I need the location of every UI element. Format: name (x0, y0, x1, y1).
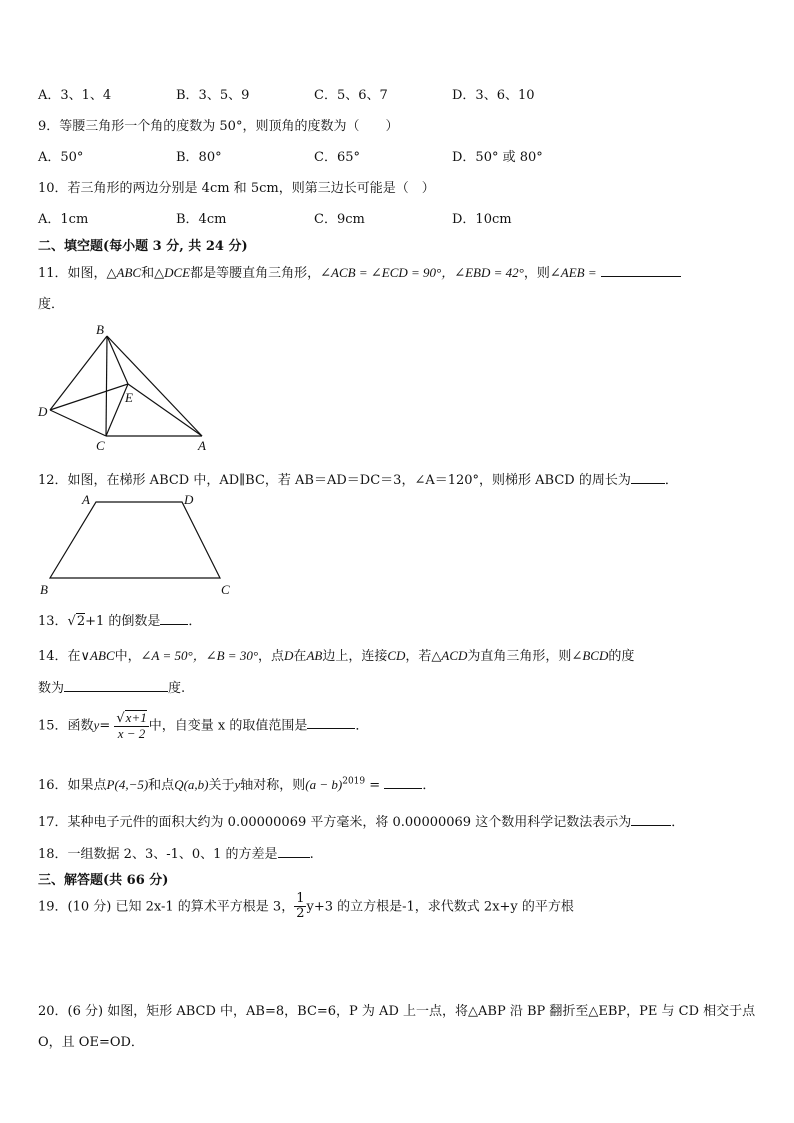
segment-bd (50, 336, 107, 410)
question-14 (38, 645, 634, 664)
q14-text: 的度 (608, 649, 635, 664)
question-20: 20．(6 分) 如图，矩形 ABCD 中，AB=8，BC=6，P 为 AD 上一点，将△ABP 沿 BP 翻折至△EBP，PE 与 CD 相交于点 (38, 1004, 756, 1019)
q11-line-2: 度． (38, 297, 65, 312)
q11-text: 都是等腰直角三角形， (190, 266, 321, 281)
q19-text: 19．(10 分) 已知 2x-1 的算术平方根是 3， (38, 899, 295, 915)
q8-option-d: D．3、6、10 (452, 88, 535, 103)
q14-text: 在 (293, 649, 307, 664)
q15-equals: = (99, 718, 111, 734)
q13-number: 13． (38, 614, 68, 629)
question-9: 9．等腰三角形一个角的度数为 50°，则顶角的度数为（ ） (38, 119, 399, 134)
q20-line-2: O，且 OE=OD． (38, 1035, 144, 1050)
q13-end: ． (188, 614, 202, 629)
segment-ea (128, 384, 202, 436)
q15-text: 15．函数 (38, 718, 94, 734)
q16-point-p: P(4,−5) (106, 777, 149, 792)
q11-text: ，则 (523, 266, 550, 281)
q13-text: +1 的倒数是 (85, 614, 161, 629)
q9-option-a: A．50° (38, 150, 84, 165)
sqrt-icon: √ (67, 614, 76, 629)
trapezoid-abcd (50, 502, 220, 578)
q16-equals: = (369, 778, 381, 793)
q14-answer-blank[interactable] (64, 679, 168, 692)
q18-end: . (309, 847, 314, 862)
q14-triangle-acd: △ACD (431, 648, 468, 663)
q11-text: 11．如图， (38, 266, 107, 281)
q11-text: 和 (141, 266, 155, 281)
question-10: 10．若三角形的两边分别是 4cm 和 5cm，则第三边长可能是（ ） (38, 181, 435, 196)
point-label-b: B (96, 322, 104, 337)
q12-end: ． (664, 473, 678, 488)
point-label-d: D (38, 404, 48, 419)
q16-axis: y (234, 777, 241, 792)
segment-bc (106, 336, 107, 436)
segment-dc (50, 410, 106, 436)
q11-figure (30, 320, 220, 460)
q16-text: 轴对称，则 (240, 778, 306, 793)
q10-option-d: D．10cm (452, 212, 512, 227)
q11-answer-blank[interactable] (601, 264, 681, 277)
q16-end: ． (422, 778, 436, 793)
point-label-b: B (40, 582, 48, 597)
q17-answer-blank[interactable] (631, 813, 671, 826)
q14-condition: ∠A = 50°，∠B = 30° (140, 648, 259, 663)
q14-text: 中， (114, 649, 141, 664)
q14-line-2 (38, 677, 185, 696)
q16-answer-blank[interactable] (384, 776, 422, 789)
q19-denominator: 2 (296, 906, 305, 922)
q11-condition: ∠ACB = ∠ECD = 90°，∠EBD = 42° (320, 265, 524, 280)
q14-text: 边上，连接 (322, 649, 388, 664)
q16-text: 16．如果点 (38, 778, 107, 793)
q16-text: 关于 (208, 778, 235, 793)
q17-end: ． (671, 815, 685, 830)
q14-triangle: ∨ABC (80, 648, 115, 663)
q12-text: 12．如图，在梯形 ABCD 中，AD∥BC，若 AB＝AD＝DC＝3，∠A＝120°，则梯形 ABCD 的周长为 (38, 473, 631, 488)
question-11 (38, 262, 681, 281)
q19-fraction (294, 892, 306, 922)
question-12 (38, 469, 678, 488)
q15-answer-blank[interactable] (307, 716, 355, 729)
q19-text: y+3 的立方根是-1，求代数式 2x+y 的平方根 (306, 899, 574, 915)
q10-option-c: C．9cm (314, 212, 365, 227)
point-label-a: A (198, 438, 206, 453)
section-3-heading: 三、解答题(共 66 分) (38, 873, 169, 888)
q15-denominator: x − 2 (117, 726, 146, 742)
question-13 (38, 610, 201, 629)
q14-text: ，点 (258, 649, 285, 664)
q19-numerator: 1 (296, 891, 305, 906)
q14-side: AB (306, 648, 323, 663)
q16-text: 和点 (148, 778, 175, 793)
q15-numerator (114, 710, 148, 727)
q10-option-a: A．1cm (38, 212, 89, 227)
q18-text: 18．一组数据 2、3、-1、0、1 的方差是 (38, 847, 278, 862)
sqrt-icon: √ (116, 711, 125, 726)
point-label-c: C (96, 438, 105, 453)
point-label-c: C (221, 582, 230, 597)
q8-option-b: B．3、5、9 (176, 88, 250, 103)
q16-exponent: 2019 (342, 776, 366, 787)
q11-triangle-dce: △DCE (154, 265, 191, 280)
q14-text: 14．在 (38, 649, 81, 664)
q8-option-a: A．3、1、4 (38, 88, 112, 103)
q14-end: 度. (168, 681, 186, 696)
q15-end: ． (355, 718, 369, 734)
q17-text: 17．某种电子元件的面积大约为 0.00000069 平方毫米，将 0.00000069 这个数用科学记数法表示为 (38, 815, 632, 830)
q15-fraction (114, 710, 148, 742)
q13-answer-blank[interactable] (160, 612, 188, 625)
q14-text: 为直角三角形，则 (467, 649, 572, 664)
question-18 (38, 843, 314, 862)
q11-ask: ∠AEB = (549, 265, 597, 280)
q15-text: 中，自变量 x 的取值范围是 (148, 718, 308, 734)
q16-point-q: Q(a,b) (174, 777, 209, 792)
q8-option-c: C．5、6、7 (314, 88, 388, 103)
point-label-e: E (125, 390, 133, 405)
q14-angle: ∠BCD (571, 648, 609, 663)
q18-answer-blank[interactable] (278, 845, 310, 858)
point-label-a: A (82, 492, 90, 507)
q9-option-d: D．50° 或 80° (452, 150, 543, 165)
segment-de (50, 384, 128, 410)
question-16 (38, 774, 435, 793)
q12-figure (34, 490, 244, 600)
question-15 (38, 710, 368, 742)
q15-y: y (93, 717, 100, 733)
section-2-heading: 二、填空题(每小题 3 分, 共 24 分) (38, 239, 248, 254)
point-label-d: D (184, 492, 194, 507)
q14-segment: CD (387, 648, 406, 663)
q13-radicand: 2 (76, 614, 86, 629)
q9-option-b: B．80° (176, 150, 222, 165)
q11-triangle-abc: △ABC (106, 265, 142, 280)
q10-option-b: B．4cm (176, 212, 227, 227)
q14-point-d: D (284, 648, 294, 663)
question-17 (38, 811, 684, 830)
q9-option-c: C．65° (314, 150, 360, 165)
q14-text: ，若 (405, 649, 432, 664)
segment-be (107, 336, 128, 384)
q12-answer-blank[interactable] (631, 471, 665, 484)
q16-expression: (a − b) (305, 777, 343, 792)
q15-radicand: x+1 (125, 710, 147, 725)
question-19 (38, 892, 574, 922)
q14-text: 数为 (38, 681, 65, 696)
